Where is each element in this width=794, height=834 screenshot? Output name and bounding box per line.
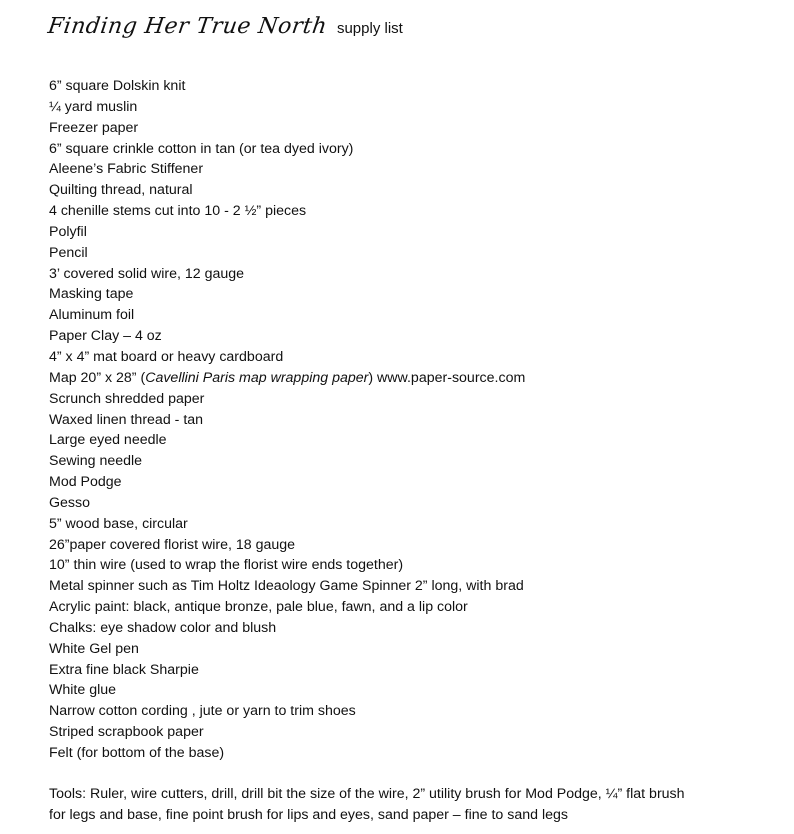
list-item-trailing-text: ) www.paper-source.com xyxy=(368,369,526,386)
list-item-text: Sewing needle xyxy=(49,453,143,470)
list-item xyxy=(49,222,525,243)
list-item-text: Narrow cotton cording , jute or yarn to trim shoes xyxy=(49,703,356,720)
list-item-text: 6” square Dolskin knit xyxy=(49,78,186,94)
page-subtitle: supply list xyxy=(336,20,403,37)
list-item-text: ¼ yard muslin xyxy=(49,98,138,115)
list-item-text: 5” wood base, circular xyxy=(49,515,188,532)
list-item-text: Large eyed needle xyxy=(49,432,167,449)
list-item xyxy=(49,660,525,681)
list-item-text: Chalks: eye shadow color and blush xyxy=(49,619,277,636)
list-item xyxy=(49,347,525,368)
list-item-text: 4 chenille stems cut into 10 - 2 ½” pieces xyxy=(49,203,307,220)
list-item xyxy=(49,639,525,660)
list-item-text: White glue xyxy=(49,682,117,699)
list-item xyxy=(49,264,525,285)
list-item xyxy=(49,284,525,305)
list-item-text: White Gel pen xyxy=(49,640,139,657)
list-item-text: Mod Podge xyxy=(49,474,122,491)
list-item xyxy=(49,743,525,764)
list-item xyxy=(49,139,525,160)
list-item-text: Felt (for bottom of the base) xyxy=(49,745,225,761)
list-item xyxy=(49,243,525,264)
list-item xyxy=(49,410,525,431)
list-item xyxy=(49,555,525,576)
list-item xyxy=(49,180,525,201)
list-item xyxy=(49,368,525,389)
list-item xyxy=(49,722,525,743)
list-item-italic-text: Cavellini Paris map wrapping paper xyxy=(145,369,369,386)
list-item-text: Aluminum foil xyxy=(49,307,135,324)
page-title: Finding Her True North xyxy=(46,14,329,39)
list-item-text: Waxed linen thread - tan xyxy=(49,411,204,428)
list-item-text: Metal spinner such as Tim Holtz Ideaology Game Spinner 2” long, with brad xyxy=(49,578,524,595)
list-item-text: 4” x 4” mat board or heavy cardboard xyxy=(49,348,284,365)
list-item-text: Scrunch shredded paper xyxy=(49,390,205,407)
list-item-text: Freezer paper xyxy=(49,119,139,136)
tools-line-2: for legs and base, fine point brush for lips and eyes, sand paper – fine to sand legs xyxy=(49,806,568,823)
list-item xyxy=(49,430,525,451)
list-item-text: 10” thin wire (used to wrap the florist wire ends together) xyxy=(49,557,404,574)
list-item-text: Paper Clay – 4 oz xyxy=(49,328,162,345)
tools-paragraph xyxy=(49,784,789,825)
list-item xyxy=(49,576,525,597)
list-item xyxy=(49,201,525,222)
list-item xyxy=(49,493,525,514)
tools-line-1: Tools: Ruler, wire cutters, drill, drill bit the size of the wire, 2” utility brush for Mod Podge, ¼” flat brush xyxy=(49,786,685,802)
list-item xyxy=(49,472,525,493)
list-item xyxy=(49,76,525,97)
list-item xyxy=(49,535,525,556)
list-item-text: Map 20” x 28” ( xyxy=(49,369,146,386)
list-item-text: 6” square crinkle cotton in tan (or tea dyed ivory) xyxy=(49,140,354,157)
list-item xyxy=(49,305,525,326)
list-item-text: Acrylic paint: black, antique bronze, pale blue, fawn, and a lip color xyxy=(49,599,468,616)
list-item xyxy=(49,618,525,639)
header xyxy=(48,14,403,54)
list-item xyxy=(49,514,525,535)
list-item-text: Quilting thread, natural xyxy=(49,182,193,199)
list-item xyxy=(49,451,525,472)
list-item-text: Masking tape xyxy=(49,286,134,303)
list-item xyxy=(49,701,525,722)
list-item xyxy=(49,97,525,118)
list-item-text: 3’ covered solid wire, 12 gauge xyxy=(49,265,245,282)
supply-list xyxy=(49,76,525,764)
list-item xyxy=(49,389,525,410)
list-item-text: Gesso xyxy=(49,494,91,511)
list-item xyxy=(49,118,525,139)
list-item-text: Pencil xyxy=(49,244,88,261)
list-item-text: Striped scrapbook paper xyxy=(49,724,204,741)
list-item xyxy=(49,597,525,618)
list-item xyxy=(49,680,525,701)
list-item-text: Polyfil xyxy=(49,223,87,240)
list-item xyxy=(49,326,525,347)
list-item-text: Extra fine black Sharpie xyxy=(49,661,199,678)
list-item xyxy=(49,159,525,180)
list-item-text: 26”paper covered florist wire, 18 gauge xyxy=(49,536,296,553)
list-item-text: Aleene’s Fabric Stiffener xyxy=(49,161,204,178)
